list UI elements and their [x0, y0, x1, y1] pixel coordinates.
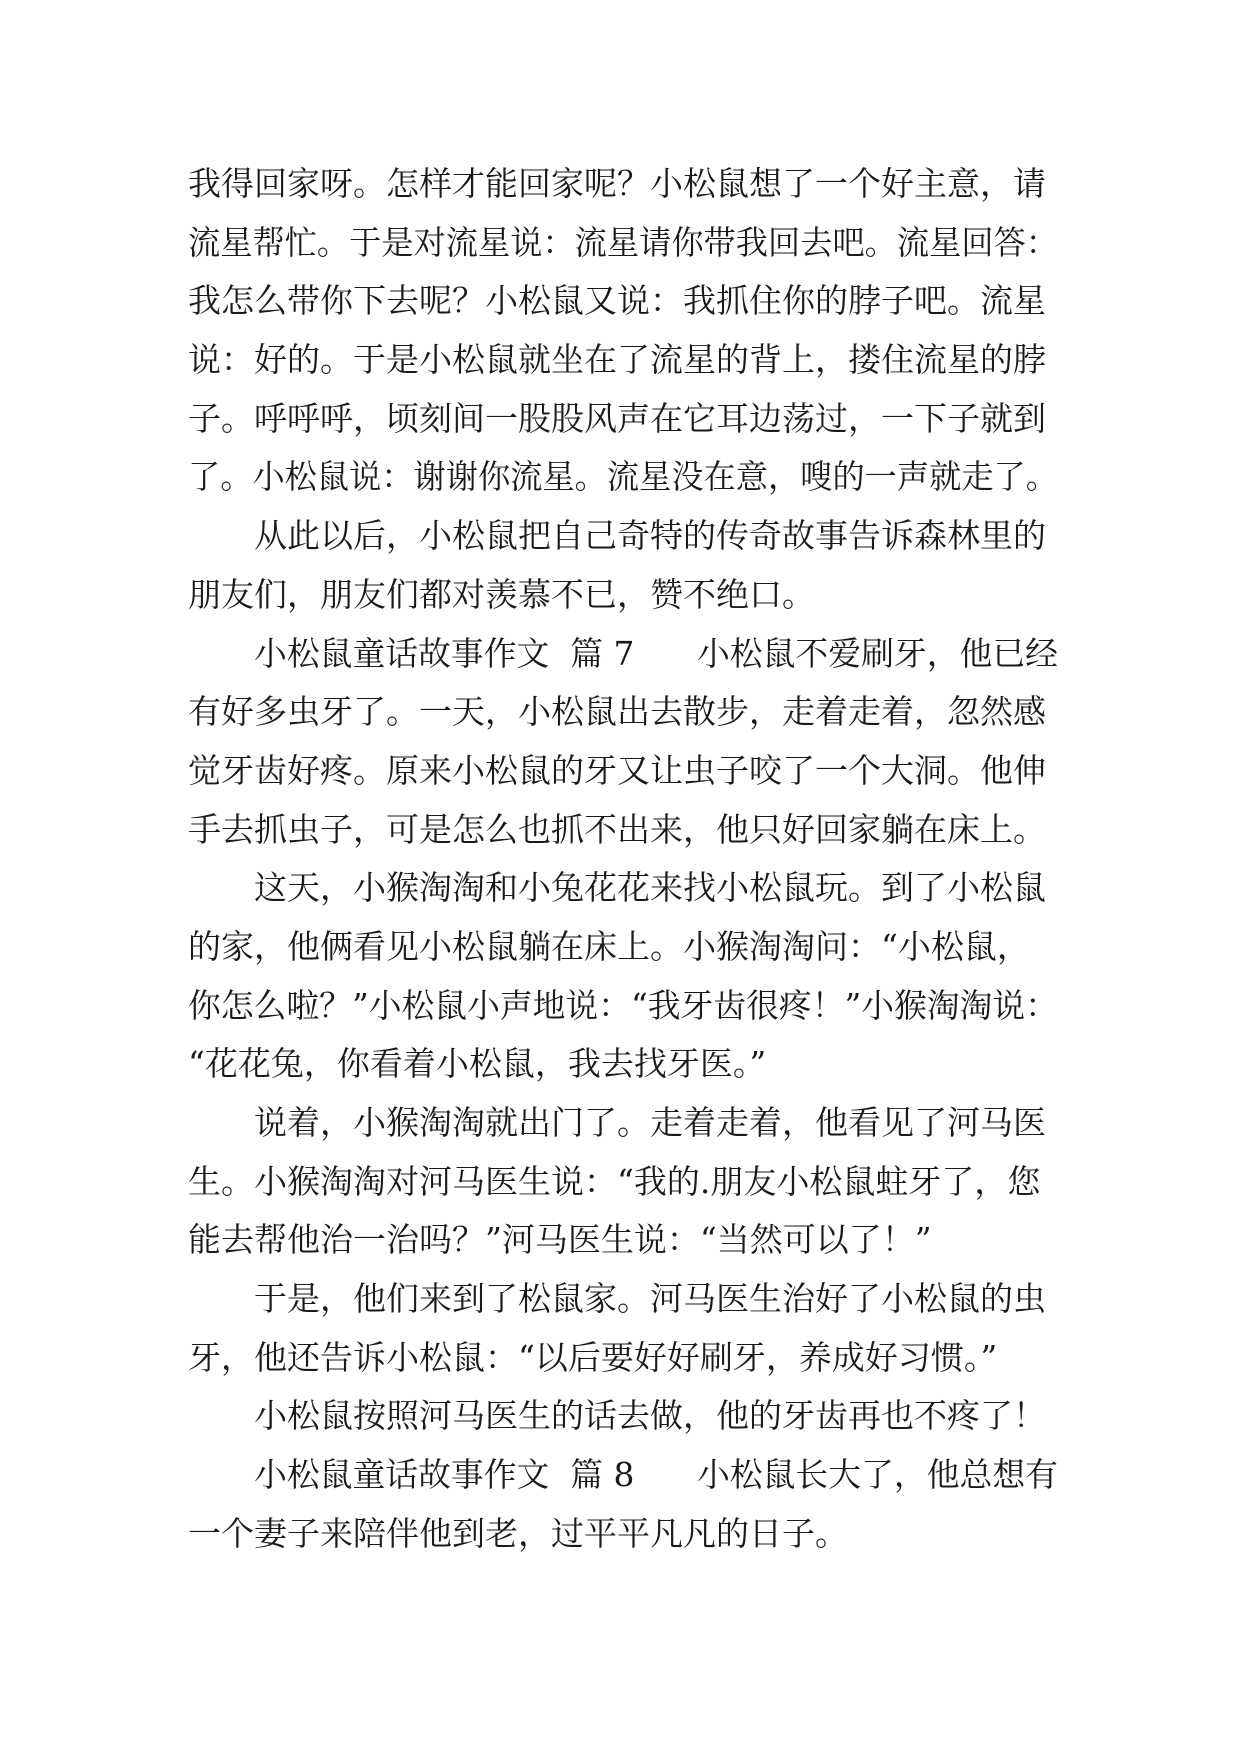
text-line: 这天，小猴淘淘和小兔花花来找小松鼠玩。到了小松鼠: [254, 868, 1046, 908]
text-line: 从此以后，小松鼠把自己奇特的传奇故事告诉森林里的: [254, 516, 1046, 556]
text-line: 了。小松鼠说：谢谢你流星。流星没在意，嗖的一声就走了。: [188, 457, 1058, 497]
text-line: 于是，他们来到了松鼠家。河马医生治好了小松鼠的虫: [254, 1279, 1046, 1319]
text-line: 流星帮忙。于是对流星说：流星请你带我回去吧。流星回答：: [188, 222, 1058, 262]
text-line: 我得回家呀。怎样才能回家呢？小松鼠想了一个好主意，请: [188, 164, 1046, 203]
text-line: 手去抓虫子，可是怎么也抓不出来，他只好回家躺在床上。: [188, 809, 1046, 849]
document-body: [188, 155, 1058, 1564]
text-line: 子。呼呼呼，顷刻间一股股风声在它耳边荡过，一下子就到: [188, 398, 1046, 438]
text-line: 小松鼠童话故事作文 篇 7 小松鼠不爱刷牙，他已经: [254, 633, 1058, 673]
text-line: 有好多虫牙了。一天，小松鼠出去散步，走着走着，忽然感: [188, 692, 1046, 732]
text-line: 你怎么啦？”小松鼠小声地说：“我牙齿很疼！”小猴淘淘说：: [188, 985, 1058, 1025]
text-line: 小松鼠童话故事作文 篇 8 小松鼠长大了，他总想有: [254, 1455, 1058, 1495]
text-line: 我怎么带你下去呢？小松鼠又说：我抓住你的脖子吧。流星: [188, 281, 1046, 321]
text-line: 一个妻子来陪伴他到老，过平平凡凡的日子。: [188, 1513, 848, 1553]
text-line: 牙，他还告诉小松鼠：“以后要好好刷牙，养成好习惯。”: [188, 1337, 998, 1377]
text-line: 朋友们，朋友们都对羡慕不已，赞不绝口。: [188, 574, 815, 614]
text-line: 小松鼠按照河马医生的话去做，他的牙齿再也不疼了！: [254, 1396, 1046, 1436]
text-line: 说着，小猴淘淘就出门了。走着走着，他看见了河马医: [254, 1103, 1046, 1142]
text-line: 说：好的。于是小松鼠就坐在了流星的背上，搂住流星的脖: [188, 340, 1046, 380]
text-line: 能去帮他治一治吗？”河马医生说：“当然可以了！”: [188, 1220, 932, 1260]
text-line: “花花兔，你看着小松鼠，我去找牙医。”: [188, 1044, 767, 1084]
text-line: 觉牙齿好疼。原来小松鼠的牙又让虫子咬了一个大洞。他伸: [188, 750, 1046, 790]
text-line: 生。小猴淘淘对河马医生说：“我的.朋友小松鼠蛀牙了，您: [188, 1161, 1041, 1201]
text-line: 的家，他俩看见小松鼠躺在床上。小猴淘淘问：“小松鼠，: [188, 926, 1030, 966]
